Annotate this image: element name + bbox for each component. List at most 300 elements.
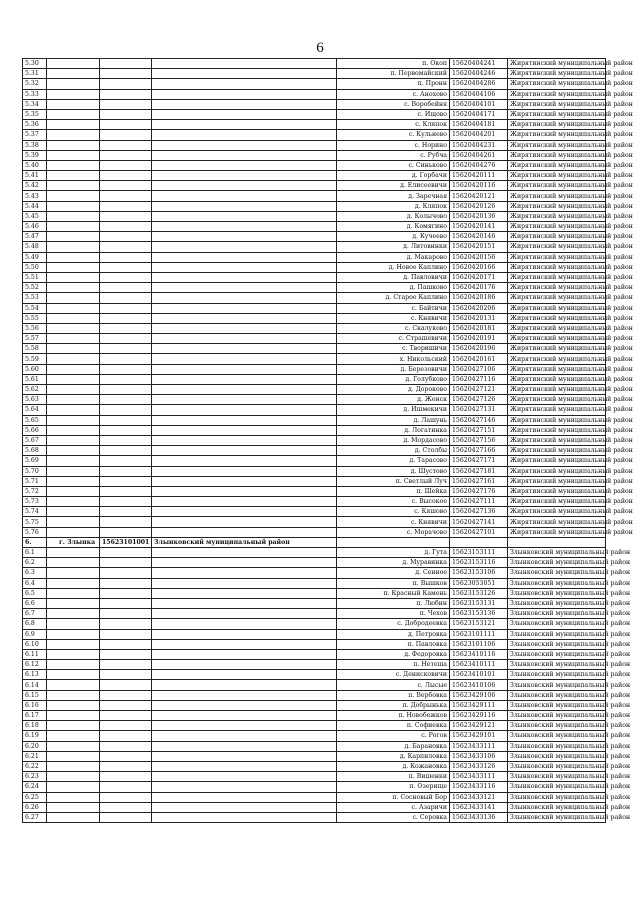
code-cell: 15620427136 [450,507,508,517]
table-row [23,548,606,558]
district-cell [152,171,337,181]
table-row [23,252,606,262]
locality-cell: с. Страшевичи [337,334,450,344]
region-cell: Жирятинский муниципальный район [508,252,606,262]
oktmo-cell [100,711,152,721]
code-cell: 15623433141 [450,802,508,812]
oktmo-cell [100,741,152,751]
region-cell: Жирятинский муниципальный район [508,89,606,99]
locality-cell: п. Сосновый Бор [337,792,450,802]
region-cell: Злынковский муниципальный район [508,588,606,598]
locality-cell: д. Барановка [337,741,450,751]
table-row [23,303,606,313]
row-number: 6.7 [23,609,47,619]
locality-cell: с. Высокое [337,497,450,507]
table-row [23,415,606,425]
table-row [23,660,606,670]
district-cell [152,639,337,649]
row-number: 5.58 [23,344,47,354]
district-cell [152,782,337,792]
locality-cell: п. Шейка [337,486,450,496]
table-row [23,323,606,333]
code-cell: 15620427181 [450,466,508,476]
oktmo-cell [100,171,152,181]
oktmo-cell [100,334,152,344]
region-cell: Жирятинский муниципальный район [508,150,606,160]
code-cell: 15620420121 [450,191,508,201]
row-number: 5.30 [23,59,47,69]
oktmo-cell [100,374,152,384]
code-cell: 15620427121 [450,385,508,395]
city-cell [47,792,100,802]
district-cell [152,109,337,119]
region-cell: Жирятинский муниципальный район [508,181,606,191]
row-number: 6.18 [23,721,47,731]
table-row [23,222,606,232]
region-cell: Жирятинский муниципальный район [508,344,606,354]
city-cell [47,232,100,242]
locality-cell: с. Кяшово [337,507,450,517]
locality-cell: п. Светлый Луч [337,476,450,486]
oktmo-cell [100,721,152,731]
oktmo-cell [100,405,152,415]
city-cell [47,181,100,191]
row-number: 5.70 [23,466,47,476]
table-row [23,751,606,761]
row-number: 5.68 [23,446,47,456]
code-cell: 15620404246 [450,69,508,79]
table-row [23,150,606,160]
table-row [23,782,606,792]
oktmo-cell [100,211,152,221]
district-cell [152,272,337,282]
district-cell [152,99,337,109]
district-cell [152,150,337,160]
code-cell: 15620420186 [450,293,508,303]
district-cell [152,731,337,741]
row-number: 5.65 [23,415,47,425]
city-cell [47,700,100,710]
region-cell: Злынковский муниципальный район [508,812,606,822]
district-cell [152,507,337,517]
district-cell [152,69,337,79]
row-number: 6.3 [23,568,47,578]
oktmo-cell: 15623101001 [100,537,152,547]
oktmo-cell [100,772,152,782]
city-cell [47,435,100,445]
region-cell: Злынковский муниципальный район [508,700,606,710]
city-cell [47,313,100,323]
row-number: 6.10 [23,639,47,649]
oktmo-cell [100,629,152,639]
district-cell [152,548,337,558]
district-cell [152,588,337,598]
code-cell: 15620427141 [450,517,508,527]
row-number: 6.21 [23,751,47,761]
code-cell: 15620404201 [450,130,508,140]
locality-cell: д. Березовичи [337,364,450,374]
region-cell: Жирятинский муниципальный район [508,232,606,242]
code-cell: 15623429101 [450,731,508,741]
city-cell [47,334,100,344]
code-cell: 15623433106 [450,751,508,761]
city-cell [47,731,100,741]
oktmo-cell [100,527,152,537]
region-cell: Жирятинский муниципальный район [508,140,606,150]
district-cell [152,700,337,710]
code-cell: 15620404231 [450,140,508,150]
city-cell [47,741,100,751]
region-cell: Жирятинский муниципальный район [508,313,606,323]
region-cell: Жирятинский муниципальный район [508,354,606,364]
table-row [23,680,606,690]
code-cell: 15620420141 [450,222,508,232]
locality-cell: д. Кучеево [337,232,450,242]
row-number: 6.20 [23,741,47,751]
oktmo-cell [100,222,152,232]
row-number: 5.72 [23,486,47,496]
row-number: 6.17 [23,711,47,721]
code-cell: 15620427126 [450,395,508,405]
city-cell [47,374,100,384]
table-row [23,711,606,721]
code-cell: 15620420206 [450,303,508,313]
code-cell: 15623429111 [450,700,508,710]
region-cell: Жирятинский муниципальный район [508,171,606,181]
region-cell: Жирятинский муниципальный район [508,303,606,313]
code-cell: 15623433121 [450,792,508,802]
row-number: 6.12 [23,660,47,670]
row-number: 5.47 [23,232,47,242]
district-cell [152,435,337,445]
district-cell [152,476,337,486]
table-row [23,293,606,303]
code-cell: 15620427101 [450,527,508,537]
city-cell [47,211,100,221]
district-cell [152,181,337,191]
region-cell: Злынковский муниципальный район [508,609,606,619]
district-cell [152,425,337,435]
oktmo-cell [100,660,152,670]
city-cell [47,293,100,303]
oktmo-cell [100,201,152,211]
locality-cell: д. Сенное [337,568,450,578]
city-cell [47,120,100,130]
city-cell [47,721,100,731]
oktmo-cell [100,619,152,629]
locality-cell: с. Ищово [337,109,450,119]
district-cell [152,415,337,425]
row-number: 6.15 [23,690,47,700]
oktmo-cell [100,649,152,659]
region-cell: Жирятинский муниципальный район [508,517,606,527]
region-cell: Жирятинский муниципальный район [508,334,606,344]
region-cell: Жирятинский муниципальный район [508,374,606,384]
locality-cell: д. Павловичи [337,272,450,282]
row-number: 6.8 [23,619,47,629]
region-cell: Жирятинский муниципальный район [508,211,606,221]
district-cell [152,609,337,619]
locality-cell: д. Карпиловка [337,751,450,761]
locality-cell: с. Денисковичи [337,670,450,680]
table-row [23,588,606,598]
table-row [23,772,606,782]
district-cell [152,497,337,507]
row-number: 5.69 [23,456,47,466]
row-number: 5.75 [23,517,47,527]
locality-cell: с. Творишичи [337,344,450,354]
table-row [23,690,606,700]
district-cell [152,232,337,242]
table-row [23,578,606,588]
code-cell: 15623433116 [450,782,508,792]
code-cell: 15620420166 [450,262,508,272]
district-cell [152,405,337,415]
locality-cell: д. Новое Каплино [337,262,450,272]
table-row [23,507,606,517]
oktmo-cell [100,395,152,405]
code-cell: 15623410116 [450,649,508,659]
table-row [23,181,606,191]
row-number: 5.42 [23,181,47,191]
table-row [23,232,606,242]
code-cell: 15620427166 [450,446,508,456]
row-number: 5.53 [23,293,47,303]
row-number: 5.76 [23,527,47,537]
city-cell [47,609,100,619]
oktmo-cell [100,160,152,170]
table-row [23,69,606,79]
oktmo-cell [100,731,152,741]
city-cell [47,670,100,680]
oktmo-cell [100,588,152,598]
city-cell [47,242,100,252]
locality-cell: с. Рубча [337,150,450,160]
region-cell: Злынковский муниципальный район [508,711,606,721]
oktmo-cell [100,69,152,79]
code-cell: 15623433111 [450,772,508,782]
row-number: 5.64 [23,405,47,415]
city-cell [47,283,100,293]
oktmo-cell [100,690,152,700]
table-row [23,374,606,384]
district-cell [152,89,337,99]
table-row [23,446,606,456]
code-cell: 15623053051 [450,578,508,588]
row-number: 5.32 [23,79,47,89]
code-cell: 15620420191 [450,334,508,344]
oktmo-cell [100,385,152,395]
region-cell: Злынковский муниципальный район [508,680,606,690]
district-cell [152,334,337,344]
locality-cell: с. Княвичи [337,517,450,527]
region-cell: Жирятинский муниципальный район [508,59,606,69]
city-cell [47,69,100,79]
locality-cell: д. Тарасово [337,456,450,466]
oktmo-cell [100,568,152,578]
code-cell: 15620420131 [450,313,508,323]
code-cell: 15623429121 [450,721,508,731]
table-row [23,609,606,619]
oktmo-cell [100,293,152,303]
locality-cell: д. Гута [337,548,450,558]
city-cell [47,629,100,639]
code-cell: 15623153136 [450,609,508,619]
code-cell: 15620404286 [450,79,508,89]
code-cell: 15623410106 [450,680,508,690]
row-number: 5.61 [23,374,47,384]
table-row [23,99,606,109]
city-cell [47,782,100,792]
district-cell [152,79,337,89]
region-cell: Жирятинский муниципальный район [508,160,606,170]
table-row [23,191,606,201]
code-cell: 15620427146 [450,415,508,425]
row-number: 6.14 [23,680,47,690]
table-row [23,171,606,181]
locality-cell: п. Любин [337,598,450,608]
locality-cell: с. Добродеевка [337,619,450,629]
oktmo-cell [100,466,152,476]
row-number: 5.50 [23,262,47,272]
district-cell [152,761,337,771]
locality-cell: д. Ишмекичи [337,405,450,415]
city-cell [47,344,100,354]
district-cell [152,649,337,659]
table-row [23,89,606,99]
locality-cell: с. Анохово [337,89,450,99]
oktmo-cell [100,609,152,619]
oktmo-cell [100,680,152,690]
district-cell [152,527,337,537]
district-cell [152,385,337,395]
table-row [23,721,606,731]
code-cell: 15623433111 [450,741,508,751]
row-number: 5.59 [23,354,47,364]
code-cell: 15620404181 [450,120,508,130]
region-cell: Злынковский муниципальный район [508,619,606,629]
district-cell [152,130,337,140]
table-row [23,160,606,170]
code-cell: 15620420196 [450,344,508,354]
region-cell: Злынковский муниципальный район [508,598,606,608]
region-cell: Жирятинский муниципальный район [508,69,606,79]
locality-cell: с. Скалуково [337,323,450,333]
district-cell [152,558,337,568]
region-cell: Злынковский муниципальный район [508,670,606,680]
code-cell: 15620427106 [450,364,508,374]
locality-cell: с. Азаричи [337,802,450,812]
district-cell [152,772,337,782]
table-row [23,140,606,150]
code-cell: 15620404106 [450,89,508,99]
oktmo-cell [100,252,152,262]
region-cell: Злынковский муниципальный район [508,568,606,578]
locality-cell: д. Макарово [337,252,450,262]
region-cell: Жирятинский муниципальный район [508,130,606,140]
locality-cell: с. Княвичи [337,313,450,323]
table-row [23,262,606,272]
code-cell: 15620427131 [450,405,508,415]
row-number: 6.23 [23,772,47,782]
region-cell: Жирятинский муниципальный район [508,446,606,456]
oktmo-cell [100,99,152,109]
table-row [23,761,606,771]
region-cell: Жирятинский муниципальный район [508,242,606,252]
district-cell [152,619,337,629]
row-number: 5.34 [23,99,47,109]
district-cell [152,201,337,211]
city-cell [47,690,100,700]
region-cell: Жирятинский муниципальный район [508,466,606,476]
region-cell: Злынковский муниципальный район [508,782,606,792]
district-cell [152,252,337,262]
locality-cell: д. Лашунь [337,415,450,425]
region-cell: Жирятинский муниципальный район [508,201,606,211]
oktmo-cell [100,425,152,435]
oktmo-cell [100,89,152,99]
district-cell [152,802,337,812]
district-cell [152,446,337,456]
region-cell: Жирятинский муниципальный район [508,191,606,201]
district-cell: Злынковский муниципальный район [152,537,337,547]
code-cell: 15620427111 [450,497,508,507]
region-cell: Злынковский муниципальный район [508,761,606,771]
code-cell: 15623429116 [450,711,508,721]
table-row [23,344,606,354]
table-row [23,120,606,130]
oktmo-cell [100,109,152,119]
region-cell: Злынковский муниципальный район [508,751,606,761]
code-cell: 15620404101 [450,99,508,109]
city-cell [47,660,100,670]
table-row [23,812,606,822]
code-cell: 15620420116 [450,181,508,191]
region-cell: Злынковский муниципальный район [508,792,606,802]
table-row [23,476,606,486]
locality-cell: д. Пашково [337,283,450,293]
city-cell [47,150,100,160]
district-cell [152,680,337,690]
code-cell: 15623101106 [450,639,508,649]
city-cell [47,578,100,588]
city-cell [47,160,100,170]
row-number: 6.4 [23,578,47,588]
row-number: 6.26 [23,802,47,812]
oktmo-cell [100,598,152,608]
district-cell [152,374,337,384]
table-row [23,385,606,395]
city-cell [47,497,100,507]
region-cell: Злынковский муниципальный район [508,649,606,659]
city-cell [47,466,100,476]
locality-cell: д. Мордасово [337,435,450,445]
region-cell: Жирятинский муниципальный район [508,385,606,395]
oktmo-cell [100,435,152,445]
oktmo-cell [100,792,152,802]
city-cell [47,109,100,119]
locality-cell: х. Никольский [337,354,450,364]
city-cell [47,649,100,659]
table-row [23,598,606,608]
city-cell [47,812,100,822]
row-number: 5.33 [23,89,47,99]
oktmo-cell [100,130,152,140]
locality-cell: с. Рогов [337,731,450,741]
row-number: 6.11 [23,649,47,659]
row-number: 6.27 [23,812,47,822]
table-row [23,497,606,507]
